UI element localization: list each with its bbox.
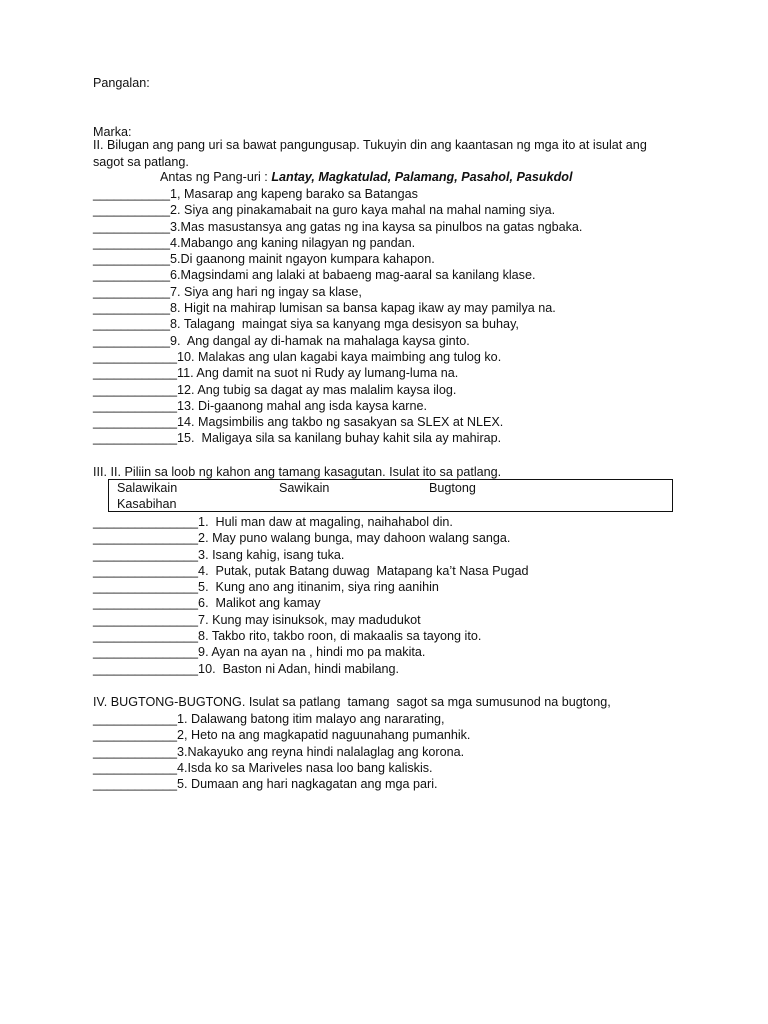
antas-line: [160, 170, 573, 184]
list-item: ____________15. Maligaya sila sa kanilang buhay kahit sila ay mahirap.: [93, 431, 502, 446]
choice-kasabihan: Kasabihan: [117, 497, 177, 511]
antas-label: Antas ng Pang-uri :: [160, 170, 272, 184]
list-item: ____________10. Malakas ang ulan kagabi kaya maimbing ang tulog ko.: [93, 349, 502, 364]
list-item: ____________12. Ang tubig sa dagat ay mas malalim kaysa ilog.: [93, 382, 457, 397]
name-label: Pangalan:: [93, 76, 150, 90]
list-item: _______________8. Takbo rito, takbo roon, di makaalis sa tayong ito.: [93, 629, 482, 644]
list-item: ___________2. Siya ang pinakamabait na guro kaya mahal na mahal naming siya.: [93, 203, 556, 218]
list-item: ___________9. Ang dangal ay di-hamak na mahalaga kaysa ginto.: [93, 333, 470, 348]
list-item: ___________6.Magsindami ang lalaki at babaeng mag-aaral sa kanilang klase.: [93, 268, 536, 283]
section4-items: [93, 711, 470, 792]
list-item: _______________2. May puno walang bunga, may dahoon walang sanga.: [93, 531, 511, 546]
list-item: ____________13. Di-gaanong mahal ang isda kaysa karne.: [93, 398, 427, 413]
section2-instruction: II. Bilugan ang pang uri sa bawat pangungusap. Tukuyin din ang kaantasan ng mga ito at isulat ang sagot sa patlang.: [93, 138, 647, 169]
section3-items: [93, 514, 529, 677]
list-item: ____________1. Dalawang batong itim malayo ang nararating,: [93, 712, 445, 726]
list-item: ____________4.Isda ko sa Mariveles nasa loo bang kaliskis.: [93, 760, 433, 775]
list-item: _______________1. Huli man daw at magaling, naihahabol din.: [93, 515, 453, 529]
section2-items: [93, 186, 582, 447]
list-item: ____________11. Ang damit na suot ni Rudy ay lumang-luma na.: [93, 366, 459, 381]
list-item: _______________5. Kung ano ang itinanim, siya ring aanihin: [93, 580, 439, 595]
list-item: ___________7. Siya ang hari ng ingay sa klase,: [93, 284, 362, 299]
list-item: _______________10. Baston ni Adan, hindi mabilang.: [93, 661, 400, 676]
score-label: Marka:: [93, 125, 132, 139]
list-item: ___________8. Higit na mahirap lumisan sa bansa kapag ikaw ay may pamilya na.: [93, 301, 556, 316]
list-item: ____________3.Nakayuko ang reyna hindi nalalaglag ang korona.: [93, 744, 465, 759]
antas-values: Lantay, Magkatulad, Palamang, Pasahol, Pasukdol: [271, 170, 573, 184]
list-item: ___________5.Di gaanong mainit ngayon kumpara kahapon.: [93, 252, 435, 267]
list-item: ____________2, Heto na ang magkapatid naguunahang pumanhik.: [93, 728, 471, 743]
list-item: ___________1, Masarap ang kapeng barako sa Batangas: [93, 187, 418, 201]
list-item: _______________7. Kung may isinuksok, may madudukot: [93, 612, 421, 627]
choice-sawikain: Sawikain: [279, 481, 330, 495]
list-item: ____________5. Dumaan ang hari nagkagatan ang mga pari.: [93, 777, 438, 792]
choice-salawikain: Salawikain: [117, 481, 178, 495]
list-item: ____________14. Magsimbilis ang takbo ng sasakyan sa SLEX at NLEX.: [93, 415, 504, 430]
list-item: _______________3. Isang kahig, isang tuka.: [93, 547, 345, 562]
list-item: ___________4.Mabango ang kaning nilagyan ng pandan.: [93, 235, 416, 250]
list-item: _______________6. Malikot ang kamay: [93, 596, 321, 611]
choices-box: [108, 479, 673, 512]
list-item: ___________8. Talagang maingat siya sa kanyang mga desisyon sa buhay,: [93, 317, 519, 332]
list-item: _______________9. Ayan na ayan na , hindi mo pa makita.: [93, 645, 426, 660]
section3-instruction: III. II. Piliin sa loob ng kahon ang tamang kasagutan. Isulat ito sa patlang.: [93, 465, 502, 479]
choice-bugtong: Bugtong: [429, 481, 476, 495]
list-item: _______________4. Putak, putak Batang duwag Matapang ka’t Nasa Pugad: [93, 563, 529, 578]
list-item: ___________3.Mas masustansya ang gatas ng ina kaysa sa pinulbos na gatas ngbaka.: [93, 219, 583, 234]
section4-instruction: IV. BUGTONG-BUGTONG. Isulat sa patlang tamang sagot sa mga sumusunod na bugtong,: [93, 695, 611, 709]
